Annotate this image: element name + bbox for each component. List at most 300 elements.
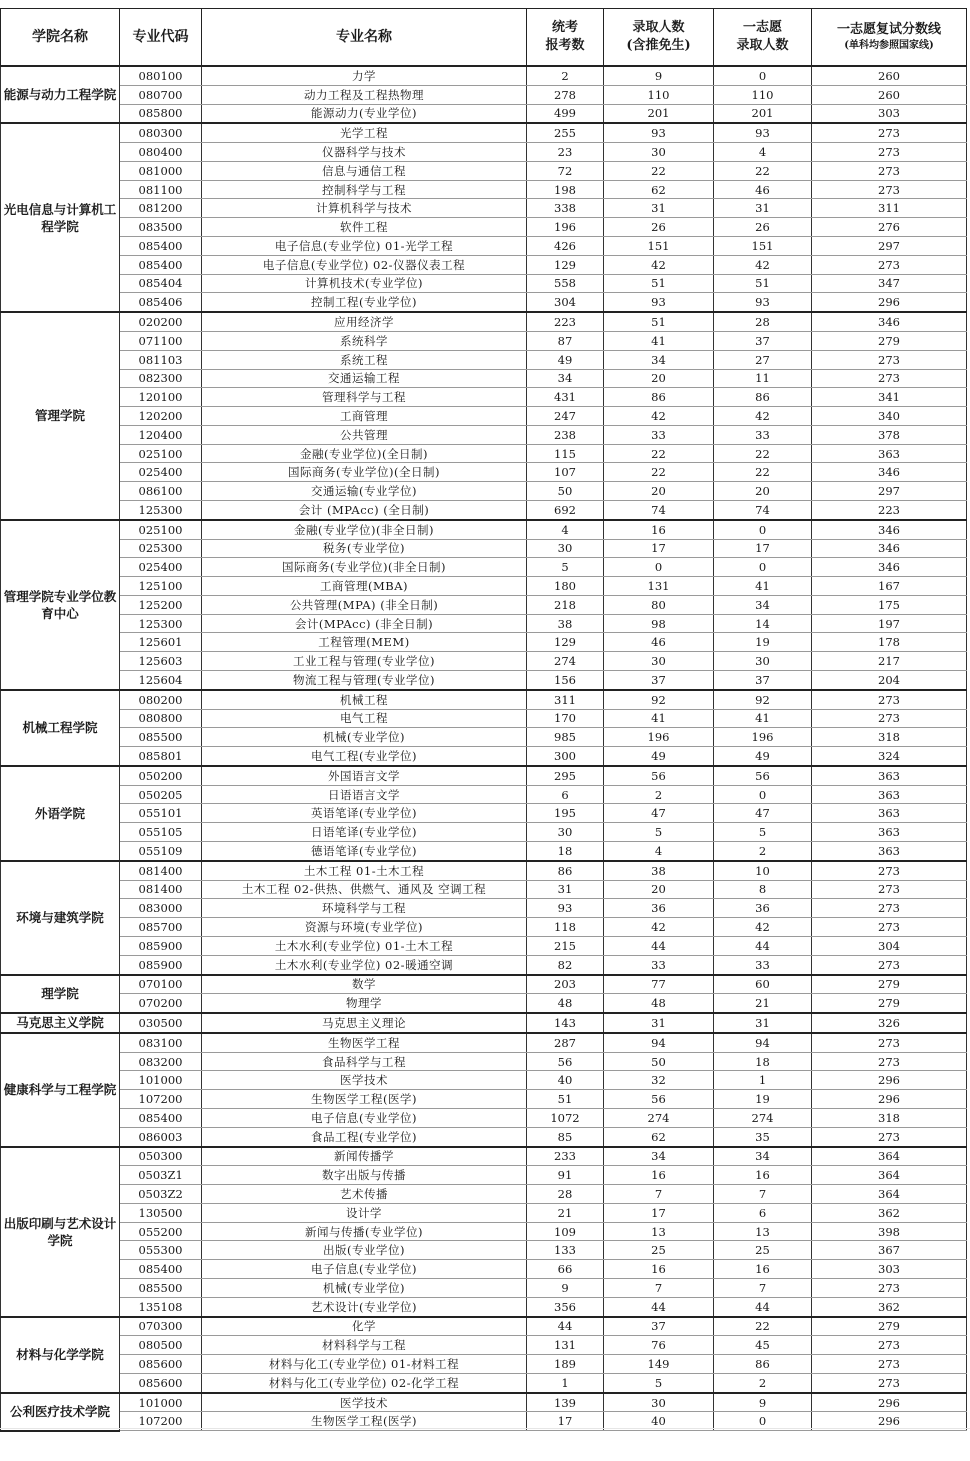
table-row xyxy=(1,1260,967,1279)
first-choice-cell: 25 xyxy=(714,1241,812,1260)
candidates-cell: 304 xyxy=(527,293,604,312)
admitted-cell: 93 xyxy=(604,123,714,142)
table-row xyxy=(1,199,967,218)
header-score-line-line2: (单科均参照国家线) xyxy=(844,40,934,51)
code-cell: 083200 xyxy=(120,1052,202,1071)
table-row xyxy=(1,388,967,407)
code-cell: 055200 xyxy=(120,1222,202,1241)
score-line-cell: 197 xyxy=(812,614,967,633)
code-cell: 083100 xyxy=(120,1033,202,1052)
admitted-cell: 30 xyxy=(604,1393,714,1412)
code-cell: 081200 xyxy=(120,199,202,218)
major-cell: 应用经济学 xyxy=(202,312,527,331)
candidates-cell: 72 xyxy=(527,161,604,180)
first-choice-cell: 20 xyxy=(714,482,812,501)
code-cell: 050200 xyxy=(120,766,202,785)
admitted-cell: 131 xyxy=(604,577,714,596)
candidates-cell: 131 xyxy=(527,1336,604,1355)
major-cell: 出版(专业学位) xyxy=(202,1241,527,1260)
major-cell: 生物医学工程 xyxy=(202,1033,527,1052)
admitted-cell: 34 xyxy=(604,350,714,369)
candidates-cell: 356 xyxy=(527,1297,604,1316)
admitted-cell: 44 xyxy=(604,1297,714,1316)
major-cell: 食品科学与工程 xyxy=(202,1052,527,1071)
candidates-cell: 109 xyxy=(527,1222,604,1241)
candidates-cell: 133 xyxy=(527,1241,604,1260)
table-row xyxy=(1,104,967,123)
admitted-cell: 34 xyxy=(604,1147,714,1166)
header-admitted xyxy=(604,9,714,67)
table-row xyxy=(1,747,967,766)
college-cell: 能源与动力工程学院 xyxy=(1,66,120,123)
admitted-cell: 42 xyxy=(604,255,714,274)
table-row xyxy=(1,975,967,994)
first-choice-cell: 47 xyxy=(714,804,812,823)
candidates-cell: 143 xyxy=(527,1013,604,1033)
code-cell: 085400 xyxy=(120,237,202,256)
code-cell: 030500 xyxy=(120,1013,202,1033)
candidates-cell: 300 xyxy=(527,747,604,766)
header-first-choice-line1: 一志愿 xyxy=(742,20,782,35)
header-candidates-line2: 报考数 xyxy=(545,38,585,53)
code-cell: 086003 xyxy=(120,1127,202,1146)
first-choice-cell: 37 xyxy=(714,331,812,350)
first-choice-cell: 110 xyxy=(714,85,812,104)
candidates-cell: 21 xyxy=(527,1203,604,1222)
first-choice-cell: 19 xyxy=(714,1090,812,1109)
code-cell: 055101 xyxy=(120,804,202,823)
score-line-cell: 273 xyxy=(812,918,967,937)
admitted-cell: 92 xyxy=(604,690,714,709)
major-cell: 电气工程(专业学位) xyxy=(202,747,527,766)
admitted-cell: 94 xyxy=(604,1033,714,1052)
candidates-cell: 85 xyxy=(527,1127,604,1146)
first-choice-cell: 0 xyxy=(714,785,812,804)
first-choice-cell: 44 xyxy=(714,1297,812,1316)
candidates-cell: 215 xyxy=(527,936,604,955)
first-choice-cell: 86 xyxy=(714,388,812,407)
first-choice-cell: 19 xyxy=(714,633,812,652)
candidates-cell: 198 xyxy=(527,180,604,199)
table-header-row xyxy=(1,9,967,67)
table-row xyxy=(1,350,967,369)
admitted-cell: 46 xyxy=(604,633,714,652)
admitted-cell: 22 xyxy=(604,444,714,463)
candidates-cell: 4 xyxy=(527,520,604,539)
candidates-cell: 48 xyxy=(527,994,604,1013)
candidates-cell: 56 xyxy=(527,1052,604,1071)
major-cell: 资源与环境(专业学位) xyxy=(202,918,527,937)
code-cell: 050205 xyxy=(120,785,202,804)
code-cell: 120200 xyxy=(120,407,202,426)
first-choice-cell: 1 xyxy=(714,1071,812,1090)
admitted-cell: 5 xyxy=(604,823,714,842)
table-row xyxy=(1,728,967,747)
first-choice-cell: 37 xyxy=(714,671,812,690)
admitted-cell: 98 xyxy=(604,614,714,633)
candidates-cell: 51 xyxy=(527,1090,604,1109)
table-row xyxy=(1,1317,967,1336)
admitted-cell: 49 xyxy=(604,747,714,766)
code-cell: 085900 xyxy=(120,936,202,955)
table-row xyxy=(1,558,967,577)
table-row xyxy=(1,1222,967,1241)
first-choice-cell: 31 xyxy=(714,1013,812,1033)
code-cell: 080800 xyxy=(120,709,202,728)
major-cell: 土木工程 02-供热、供燃气、通风及 空调工程 xyxy=(202,880,527,899)
score-line-cell: 341 xyxy=(812,388,967,407)
table-row xyxy=(1,312,967,331)
first-choice-cell: 49 xyxy=(714,747,812,766)
first-choice-cell: 0 xyxy=(714,66,812,85)
score-line-cell: 296 xyxy=(812,293,967,312)
admitted-cell: 51 xyxy=(604,274,714,293)
code-cell: 025400 xyxy=(120,463,202,482)
candidates-cell: 195 xyxy=(527,804,604,823)
score-line-cell: 167 xyxy=(812,577,967,596)
admitted-cell: 25 xyxy=(604,1241,714,1260)
admitted-cell: 33 xyxy=(604,955,714,974)
table-row xyxy=(1,1185,967,1204)
header-admitted-line2: (含推免生) xyxy=(626,38,691,53)
score-line-cell: 273 xyxy=(812,1355,967,1374)
first-choice-cell: 2 xyxy=(714,842,812,861)
admitted-cell: 196 xyxy=(604,728,714,747)
admitted-cell: 30 xyxy=(604,143,714,162)
score-line-cell: 378 xyxy=(812,425,967,444)
table-row xyxy=(1,123,967,142)
candidates-cell: 40 xyxy=(527,1071,604,1090)
major-cell: 化学 xyxy=(202,1317,527,1336)
score-line-cell: 363 xyxy=(812,804,967,823)
first-choice-cell: 2 xyxy=(714,1373,812,1392)
admitted-cell: 149 xyxy=(604,1355,714,1374)
candidates-cell: 87 xyxy=(527,331,604,350)
code-cell: 081103 xyxy=(120,350,202,369)
code-cell: 070200 xyxy=(120,994,202,1013)
first-choice-cell: 51 xyxy=(714,274,812,293)
score-line-cell: 273 xyxy=(812,955,967,974)
admitted-cell: 80 xyxy=(604,595,714,614)
code-cell: 081100 xyxy=(120,180,202,199)
candidates-cell: 692 xyxy=(527,500,604,519)
major-cell: 生物医学工程(医学) xyxy=(202,1090,527,1109)
table-row xyxy=(1,709,967,728)
admitted-cell: 20 xyxy=(604,880,714,899)
score-line-cell: 364 xyxy=(812,1147,967,1166)
major-cell: 光学工程 xyxy=(202,123,527,142)
first-choice-cell: 0 xyxy=(714,1412,812,1431)
admitted-cell: 40 xyxy=(604,1412,714,1431)
code-cell: 085400 xyxy=(120,255,202,274)
code-cell: 086100 xyxy=(120,482,202,501)
first-choice-cell: 45 xyxy=(714,1336,812,1355)
score-line-cell: 273 xyxy=(812,161,967,180)
major-cell: 日语笔译(专业学位) xyxy=(202,823,527,842)
score-line-cell: 346 xyxy=(812,520,967,539)
admitted-cell: 274 xyxy=(604,1108,714,1127)
candidates-cell: 189 xyxy=(527,1355,604,1374)
first-choice-cell: 4 xyxy=(714,143,812,162)
page-bottom-divider xyxy=(0,1428,970,1429)
first-choice-cell: 7 xyxy=(714,1185,812,1204)
major-cell: 会计 (MPAcc) (全日制) xyxy=(202,500,527,519)
table-row xyxy=(1,425,967,444)
admitted-cell: 22 xyxy=(604,161,714,180)
header-candidates-line1: 统考 xyxy=(551,20,578,35)
table-row xyxy=(1,1127,967,1146)
candidates-cell: 196 xyxy=(527,218,604,237)
table-row xyxy=(1,237,967,256)
header-score-line xyxy=(812,9,967,67)
code-cell: 135108 xyxy=(120,1297,202,1316)
college-cell: 健康科学与工程学院 xyxy=(1,1033,120,1147)
score-line-cell: 260 xyxy=(812,66,967,85)
score-line-cell: 279 xyxy=(812,1317,967,1336)
candidates-cell: 274 xyxy=(527,652,604,671)
first-choice-cell: 74 xyxy=(714,500,812,519)
candidates-cell: 499 xyxy=(527,104,604,123)
score-line-cell: 223 xyxy=(812,500,967,519)
admitted-cell: 31 xyxy=(604,1013,714,1033)
candidates-cell: 203 xyxy=(527,975,604,994)
candidates-cell: 23 xyxy=(527,143,604,162)
header-college: 学院名称 xyxy=(1,9,120,67)
admitted-cell: 30 xyxy=(604,652,714,671)
candidates-cell: 44 xyxy=(527,1317,604,1336)
first-choice-cell: 14 xyxy=(714,614,812,633)
score-line-cell: 296 xyxy=(812,1393,967,1412)
code-cell: 107200 xyxy=(120,1412,202,1431)
candidates-cell: 1 xyxy=(527,1373,604,1392)
score-line-cell: 296 xyxy=(812,1412,967,1431)
table-row xyxy=(1,1203,967,1222)
code-cell: 025400 xyxy=(120,558,202,577)
major-cell: 会计(MPAcc) (非全日制) xyxy=(202,614,527,633)
table-row xyxy=(1,1297,967,1316)
score-line-cell: 273 xyxy=(812,350,967,369)
code-cell: 085800 xyxy=(120,104,202,123)
major-cell: 物理学 xyxy=(202,994,527,1013)
major-cell: 数学 xyxy=(202,975,527,994)
admitted-cell: 26 xyxy=(604,218,714,237)
candidates-cell: 287 xyxy=(527,1033,604,1052)
code-cell: 080700 xyxy=(120,85,202,104)
table-row xyxy=(1,369,967,388)
major-cell: 土木工程 01-土木工程 xyxy=(202,861,527,880)
code-cell: 070100 xyxy=(120,975,202,994)
code-cell: 125100 xyxy=(120,577,202,596)
code-cell: 085900 xyxy=(120,955,202,974)
admitted-cell: 20 xyxy=(604,369,714,388)
score-line-cell: 363 xyxy=(812,444,967,463)
score-line-cell: 273 xyxy=(812,1336,967,1355)
table-row xyxy=(1,766,967,785)
table-row xyxy=(1,690,967,709)
table-row xyxy=(1,1355,967,1374)
table-row xyxy=(1,671,967,690)
score-line-cell: 175 xyxy=(812,595,967,614)
major-cell: 国际商务(专业学位)(全日制) xyxy=(202,463,527,482)
admitted-cell: 17 xyxy=(604,1203,714,1222)
code-cell: 125300 xyxy=(120,500,202,519)
code-cell: 081400 xyxy=(120,880,202,899)
table-row xyxy=(1,218,967,237)
candidates-cell: 156 xyxy=(527,671,604,690)
college-cell: 环境与建筑学院 xyxy=(1,861,120,975)
candidates-cell: 426 xyxy=(527,237,604,256)
admitted-cell: 16 xyxy=(604,1260,714,1279)
first-choice-cell: 21 xyxy=(714,994,812,1013)
code-cell: 085500 xyxy=(120,728,202,747)
table-row xyxy=(1,785,967,804)
first-choice-cell: 7 xyxy=(714,1279,812,1298)
score-line-cell: 346 xyxy=(812,558,967,577)
major-cell: 计算机技术(专业学位) xyxy=(202,274,527,293)
score-line-cell: 260 xyxy=(812,85,967,104)
major-cell: 环境科学与工程 xyxy=(202,899,527,918)
admitted-cell: 4 xyxy=(604,842,714,861)
header-score-line-line1: 一志愿复试分数线 xyxy=(836,22,941,37)
table-row xyxy=(1,1090,967,1109)
code-cell: 120100 xyxy=(120,388,202,407)
table-row xyxy=(1,1071,967,1090)
first-choice-cell: 5 xyxy=(714,823,812,842)
table-row xyxy=(1,1373,967,1392)
table-row xyxy=(1,823,967,842)
candidates-cell: 129 xyxy=(527,255,604,274)
candidates-cell: 93 xyxy=(527,899,604,918)
candidates-cell: 118 xyxy=(527,918,604,937)
table-row xyxy=(1,880,967,899)
score-line-cell: 363 xyxy=(812,785,967,804)
score-line-cell: 303 xyxy=(812,1260,967,1279)
candidates-cell: 1072 xyxy=(527,1108,604,1127)
code-cell: 020200 xyxy=(120,312,202,331)
first-choice-cell: 41 xyxy=(714,577,812,596)
first-choice-cell: 16 xyxy=(714,1166,812,1185)
major-cell: 金融(专业学位)(非全日制) xyxy=(202,520,527,539)
score-line-cell: 273 xyxy=(812,1127,967,1146)
candidates-cell: 82 xyxy=(527,955,604,974)
major-cell: 机械(专业学位) xyxy=(202,728,527,747)
admitted-cell: 7 xyxy=(604,1279,714,1298)
major-cell: 计算机科学与技术 xyxy=(202,199,527,218)
score-line-cell: 279 xyxy=(812,975,967,994)
code-cell: 085600 xyxy=(120,1355,202,1374)
table-row xyxy=(1,482,967,501)
college-cell: 管理学院专业学位教育中心 xyxy=(1,520,120,690)
table-row xyxy=(1,293,967,312)
first-choice-cell: 22 xyxy=(714,1317,812,1336)
major-cell: 食品工程(专业学位) xyxy=(202,1127,527,1146)
admitted-cell: 20 xyxy=(604,482,714,501)
major-cell: 公共管理(MPA) (非全日制) xyxy=(202,595,527,614)
major-cell: 设计学 xyxy=(202,1203,527,1222)
major-cell: 物流工程与管理(专业学位) xyxy=(202,671,527,690)
code-cell: 083500 xyxy=(120,218,202,237)
score-line-cell: 326 xyxy=(812,1013,967,1033)
score-line-cell: 273 xyxy=(812,690,967,709)
candidates-cell: 17 xyxy=(527,1412,604,1431)
major-cell: 工商管理 xyxy=(202,407,527,426)
major-cell: 系统科学 xyxy=(202,331,527,350)
code-cell: 101000 xyxy=(120,1071,202,1090)
candidates-cell: 107 xyxy=(527,463,604,482)
code-cell: 107200 xyxy=(120,1090,202,1109)
first-choice-cell: 35 xyxy=(714,1127,812,1146)
major-cell: 控制工程(专业学位) xyxy=(202,293,527,312)
score-line-cell: 363 xyxy=(812,842,967,861)
candidates-cell: 129 xyxy=(527,633,604,652)
score-line-cell: 398 xyxy=(812,1222,967,1241)
first-choice-cell: 60 xyxy=(714,975,812,994)
table-row xyxy=(1,1393,967,1412)
candidates-cell: 431 xyxy=(527,388,604,407)
score-line-cell: 273 xyxy=(812,861,967,880)
first-choice-cell: 93 xyxy=(714,293,812,312)
score-line-cell: 273 xyxy=(812,880,967,899)
first-choice-cell: 33 xyxy=(714,955,812,974)
table-row xyxy=(1,66,967,85)
candidates-cell: 91 xyxy=(527,1166,604,1185)
score-line-cell: 362 xyxy=(812,1297,967,1316)
college-cell: 出版印刷与艺术设计学院 xyxy=(1,1147,120,1317)
major-cell: 医学技术 xyxy=(202,1071,527,1090)
candidates-cell: 6 xyxy=(527,785,604,804)
candidates-cell: 558 xyxy=(527,274,604,293)
code-cell: 125601 xyxy=(120,633,202,652)
first-choice-cell: 30 xyxy=(714,652,812,671)
code-cell: 120400 xyxy=(120,425,202,444)
major-cell: 机械(专业学位) xyxy=(202,1279,527,1298)
admitted-cell: 151 xyxy=(604,237,714,256)
code-cell: 082300 xyxy=(120,369,202,388)
major-cell: 工程管理(MEM) xyxy=(202,633,527,652)
first-choice-cell: 151 xyxy=(714,237,812,256)
candidates-cell: 34 xyxy=(527,369,604,388)
college-cell: 管理学院 xyxy=(1,312,120,520)
major-cell: 土木水利(专业学位) 01-土木工程 xyxy=(202,936,527,955)
admitted-cell: 56 xyxy=(604,766,714,785)
first-choice-cell: 42 xyxy=(714,255,812,274)
first-choice-cell: 34 xyxy=(714,1147,812,1166)
table-row xyxy=(1,804,967,823)
first-choice-cell: 92 xyxy=(714,690,812,709)
table-row xyxy=(1,444,967,463)
candidates-cell: 223 xyxy=(527,312,604,331)
table-row xyxy=(1,918,967,937)
score-line-cell: 273 xyxy=(812,180,967,199)
admitted-cell: 16 xyxy=(604,520,714,539)
first-choice-cell: 27 xyxy=(714,350,812,369)
major-cell: 数字出版与传播 xyxy=(202,1166,527,1185)
table-row xyxy=(1,161,967,180)
code-cell: 070300 xyxy=(120,1317,202,1336)
major-cell: 金融(专业学位)(全日制) xyxy=(202,444,527,463)
score-line-cell: 279 xyxy=(812,994,967,1013)
score-line-cell: 273 xyxy=(812,1279,967,1298)
admitted-cell: 47 xyxy=(604,804,714,823)
major-cell: 材料与化工(专业学位) 01-材料工程 xyxy=(202,1355,527,1374)
score-line-cell: 273 xyxy=(812,1033,967,1052)
score-line-cell: 346 xyxy=(812,312,967,331)
first-choice-cell: 201 xyxy=(714,104,812,123)
code-cell: 085400 xyxy=(120,1260,202,1279)
code-cell: 081000 xyxy=(120,161,202,180)
code-cell: 125300 xyxy=(120,614,202,633)
major-cell: 新闻与传播(专业学位) xyxy=(202,1222,527,1241)
